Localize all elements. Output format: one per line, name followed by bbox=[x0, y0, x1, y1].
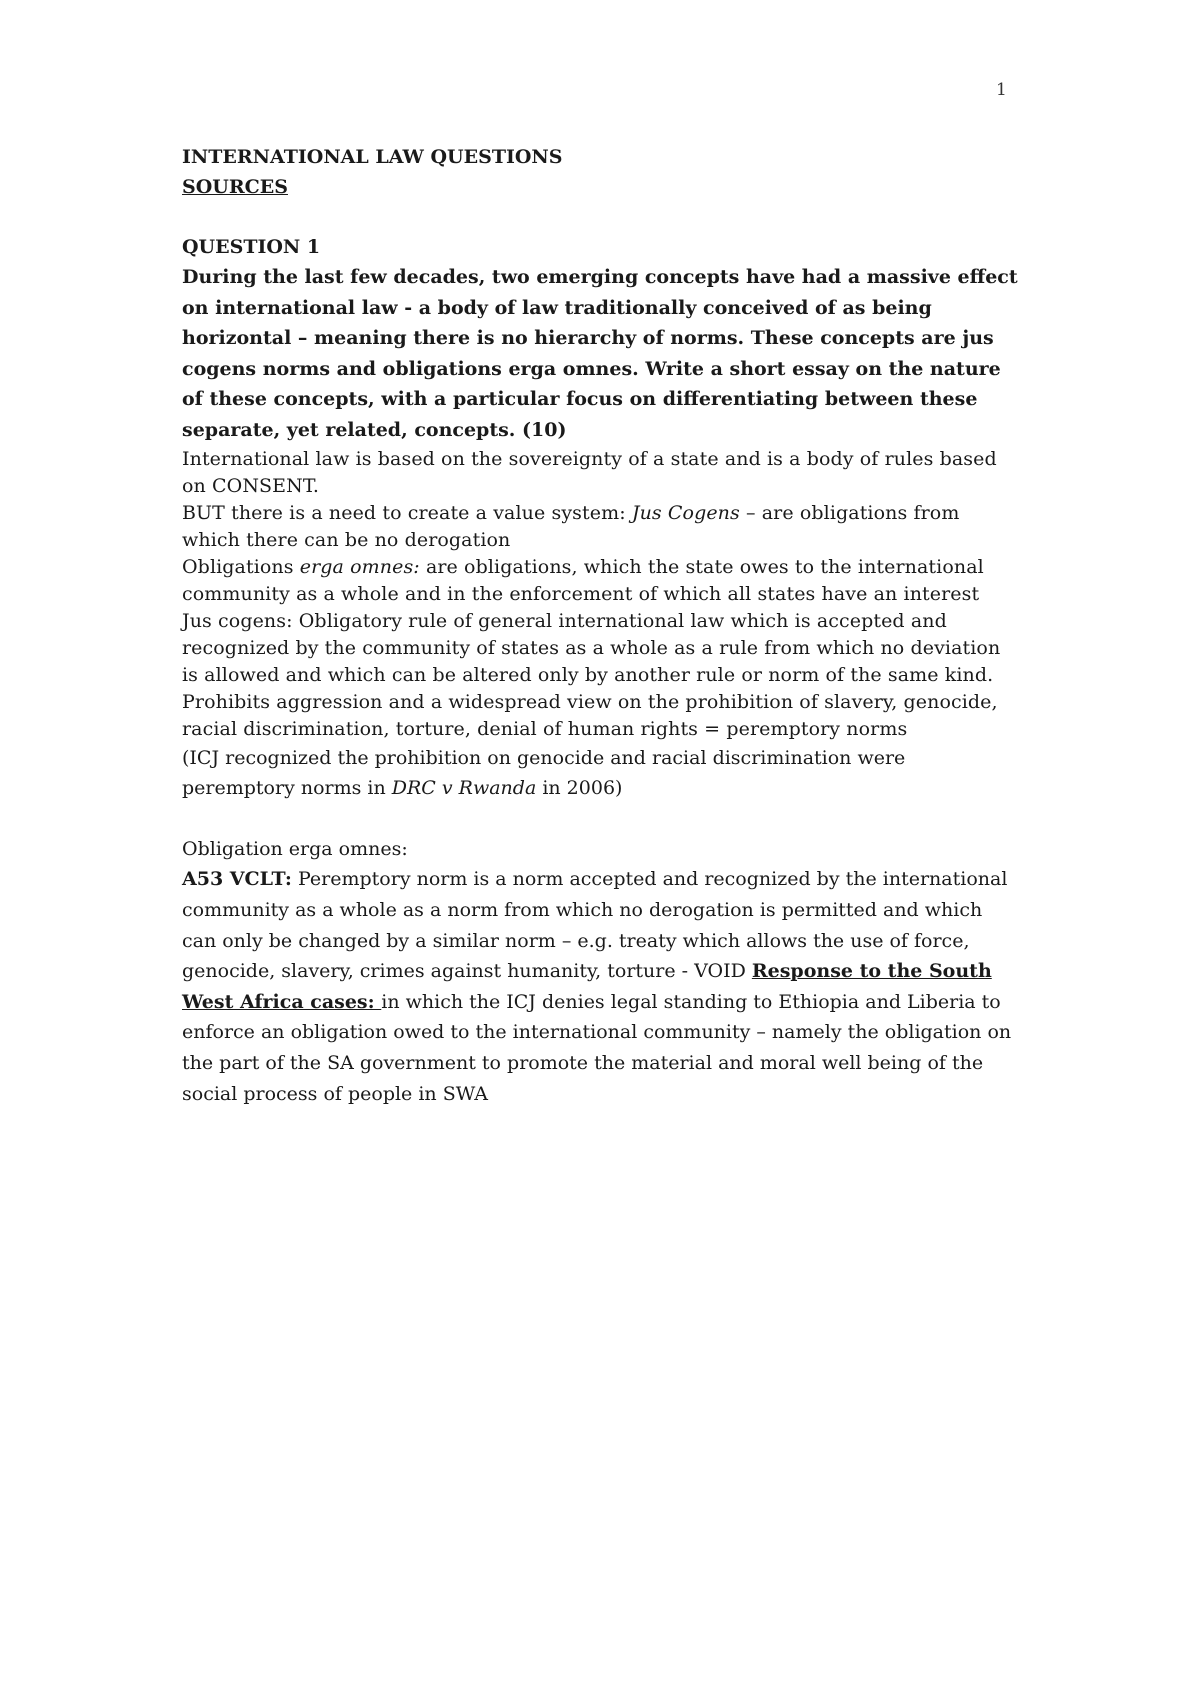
answer-paragraph-jus-cogens-intro bbox=[182, 500, 1022, 554]
text-run: Peremptory norm is a norm accepted and recognized by the international community as a whole as a norm from which no derogation is permitted and which can only be changed by a similar norm – e.g. treaty which allows the use of force, genocide, slavery, crimes against humanity, torture - VOID bbox=[182, 868, 1008, 983]
text-run: in 2006) bbox=[536, 777, 623, 800]
case-name-south-west-africa: Response to the South West Africa cases: bbox=[182, 960, 992, 1013]
answer-paragraph-prohibitions: Prohibits aggression and a widespread view on the prohibition of slavery, genocide, racial discrimination, torture, denial of human rights = peremptory norms bbox=[182, 690, 998, 740]
answer-paragraph-a53-vclt bbox=[182, 864, 1022, 1109]
document-body bbox=[182, 142, 1022, 1109]
article-label: A53 VCLT: bbox=[182, 868, 292, 891]
text-run: (ICJ recognized the prohibition on genocide and racial discrimination were peremptory norms in bbox=[182, 746, 906, 800]
text-run: in which the ICJ denies legal standing to Ethiopia and Liberia to enforce an obligation owed to the international community – namely the obligation on the part of the SA government to promote the material and moral well being of the social process of people in SWA bbox=[182, 990, 1012, 1105]
answer-paragraph-obligation-heading: Obligation erga omnes: bbox=[182, 837, 408, 860]
answer-paragraph-jus-cogens-definition: Jus cogens: Obligatory rule of general international law which is accepted and recognized by the community of states as a whole as a rule from which no deviation is allowed and which can be altered only by another rule or norm of the same kind. bbox=[182, 609, 1001, 686]
answer-paragraph-consent: International law is based on the sovereignty of a state and is a body of rules based on CONSENT. bbox=[182, 447, 997, 497]
text-run: – are obligations from which there can be no derogation bbox=[182, 501, 960, 551]
term-jus-cogens: Jus Cogens bbox=[631, 501, 740, 524]
answer-paragraph-icj bbox=[182, 743, 1022, 804]
text-run: BUT there is a need to create a value system: bbox=[182, 501, 632, 524]
spacer bbox=[182, 202, 1022, 232]
document-title: INTERNATIONAL LAW QUESTIONS bbox=[182, 146, 563, 168]
text-run: Obligations bbox=[182, 555, 300, 578]
text-run: are obligations, which the state owes to the international community as a whole and in the enforcement of which all states have an interest bbox=[182, 555, 984, 605]
section-heading: SOURCES bbox=[182, 176, 288, 198]
spacer bbox=[182, 804, 1022, 834]
term-erga-omnes: erga omnes: bbox=[299, 555, 420, 578]
question-text: During the last few decades, two emerging concepts have had a massive effect on international law - a body of law traditionally conceived of as being horizontal – meaning there is no hierarchy of norms. These concepts are jus cogens norms and obligations erga omnes. Write a short essay on the nature of these concepts, with a particular focus on differentiating between these separate, yet related, concepts. (10) bbox=[182, 266, 1018, 441]
question-label: QUESTION 1 bbox=[182, 236, 321, 258]
answer-paragraph-erga-omnes bbox=[182, 554, 1022, 608]
case-name-drc-v-rwanda: DRC v Rwanda bbox=[391, 777, 537, 800]
page-number: 1 bbox=[996, 80, 1007, 100]
